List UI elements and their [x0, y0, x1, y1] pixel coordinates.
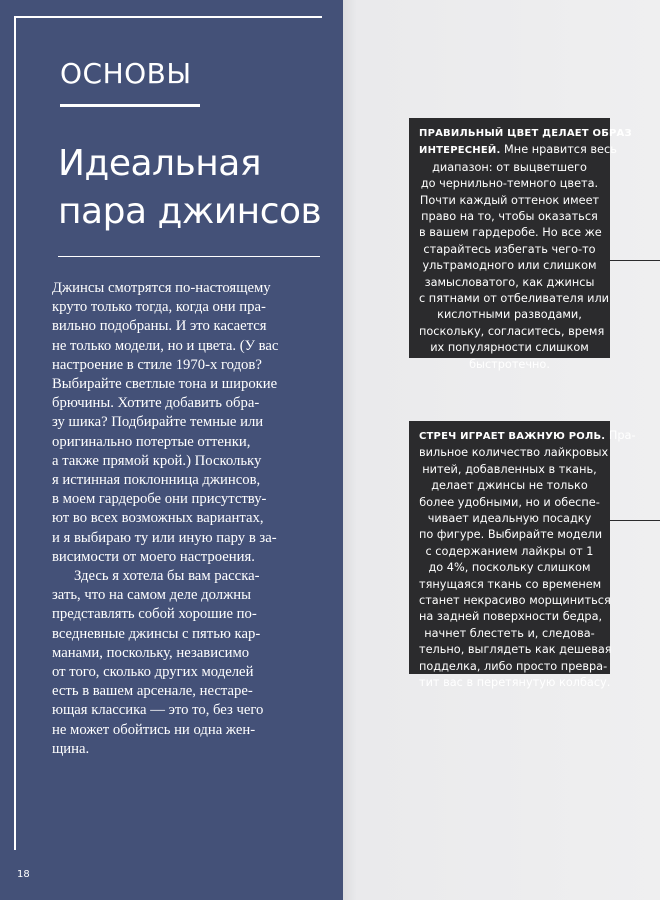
- sidebar-line: их популярности слишком: [430, 341, 589, 355]
- sidebar-line: право на то, чтобы оказаться: [421, 210, 598, 224]
- sidebar-first-text: Мне нравится весь: [500, 143, 617, 157]
- body-line: висимости от моего настроения.: [52, 548, 255, 565]
- body-line: ют во всех возможных вариантах,: [52, 510, 264, 527]
- sidebar-line: тянущаяся ткань со временем: [419, 577, 602, 591]
- title-rule: [58, 256, 320, 257]
- page-title: Идеальная пара джинсов: [58, 143, 322, 232]
- sidebar-line: вильное количество лайкровых: [419, 446, 609, 460]
- sidebar-line: в вашем гардеробе. Но все же: [419, 226, 602, 240]
- body-line: круто только тогда, когда они пра-: [52, 299, 266, 316]
- sidebar-line: до 4%, поскольку слишком: [428, 561, 591, 575]
- page-number: 18: [17, 869, 30, 880]
- sidebar-heading: СТРЕЧ ИГРАЕТ ВАЖНУЮ РОЛЬ.: [419, 431, 606, 442]
- body-line: щина.: [52, 740, 90, 757]
- sidebar-line: тит вас в перетянутую колбасу.: [419, 676, 611, 690]
- sidebar-line: замысловатого, как джинсы: [424, 275, 595, 289]
- body-line: от того, сколько других моделей: [52, 664, 254, 681]
- body-line: вседневные джинсы с пятью кар-: [52, 625, 261, 642]
- sidebar-line: на задней поверхности бедра,: [419, 610, 603, 624]
- body-line: и я выбираю ту или иную пару в за-: [52, 529, 277, 546]
- sidebar-first-line: [419, 142, 617, 159]
- sidebar-line: ультрамодного или слишком: [422, 259, 597, 273]
- sidebar-heading: ПРАВИЛЬНЫЙ ЦВЕТ ДЕЛАЕТ ОБРАЗ: [419, 128, 632, 139]
- sidebar-line: нитей, добавленных в ткань,: [422, 462, 597, 476]
- sidebar-line: диапазон: от выцветшего: [432, 160, 587, 174]
- sidebar-line: по фигуре. Выбирайте модели: [419, 528, 603, 542]
- sidebar-line: делает джинсы не только: [431, 479, 588, 493]
- sidebar-line: станет некрасиво морщиниться: [419, 594, 611, 608]
- body-line: оригинально потертые оттенки,: [52, 433, 251, 450]
- sidebar-first-line: [419, 428, 636, 445]
- body-line: не может обойтись ни одна жен-: [52, 721, 256, 738]
- sidebar-line: более удобными, но и обеспе-: [419, 495, 600, 509]
- sidebar-line: с содержанием лайкры от 1: [425, 544, 594, 558]
- body-line: я истинная поклонница джинсов,: [52, 472, 261, 489]
- sidebar-heading-line: [419, 125, 632, 142]
- sidebar-first-text: Пра-: [605, 429, 636, 442]
- body-line: представлять собой хорошие по-: [52, 606, 257, 623]
- frame-top-border: [14, 16, 322, 18]
- sidebar-heading-cont: ИНТЕРЕСНЕЙ.: [419, 145, 501, 157]
- leader-line: [610, 260, 660, 261]
- body-line: манами, поскольку, независимо: [52, 644, 250, 661]
- body-line: брючины. Хотите добавить обра-: [52, 395, 260, 412]
- sidebar-line: Почти каждый оттенок имеет: [419, 193, 600, 207]
- sidebar-line: быстротечно.: [469, 357, 550, 371]
- sidebar-line: с пятнами от отбеливателя или: [419, 292, 610, 306]
- sidebar-line: поскольку, согласитесь, время: [419, 324, 605, 338]
- body-line: в моем гардеробе они присутству-: [52, 491, 267, 508]
- frame-left-border: [14, 16, 16, 850]
- body-line: Джинсы смотрятся по-настоящему: [52, 280, 271, 296]
- sidebar-line: кислотными разводами,: [437, 308, 582, 322]
- body-line: Здесь я хотела бы вам расска-: [74, 568, 260, 585]
- body-line: не только модели, но и цвета. (У вас: [52, 337, 279, 354]
- sidebar-line: тельно, выглядеть как дешевая: [419, 643, 612, 657]
- body-line: Выбирайте светлые тона и широкие: [52, 376, 278, 393]
- sidebar-box-stretch: [409, 421, 636, 690]
- body-line: вильно подобраны. И это касается: [52, 318, 267, 335]
- body-text: [52, 279, 324, 759]
- section-label-rule: [60, 104, 200, 107]
- sidebar-line: старайтесь избегать чего-то: [423, 242, 596, 256]
- body-line: зать, что на самом деле должны: [52, 587, 251, 604]
- body-line: настроение в стиле 1970-х годов?: [52, 356, 262, 373]
- sidebar-line: до чернильно-темного цвета.: [420, 177, 599, 191]
- body-line: а также прямой крой.) Поскольку: [52, 452, 262, 469]
- body-line: есть в вашем арсенале, нестаре-: [52, 683, 253, 700]
- sidebar-box-color: [409, 118, 632, 371]
- body-line: зу шика? Подбирайте темные или: [52, 414, 264, 431]
- sidebar-line: подделка, либо просто превра-: [419, 659, 608, 673]
- section-label: ОСНОВЫ: [60, 57, 192, 90]
- body-line: ющая классика — это то, без чего: [52, 702, 264, 719]
- sidebar-line: чивает идеальную посадку: [427, 512, 592, 526]
- leader-line: [610, 520, 660, 521]
- sidebar-line: начнет блестеть и, следова-: [424, 626, 595, 640]
